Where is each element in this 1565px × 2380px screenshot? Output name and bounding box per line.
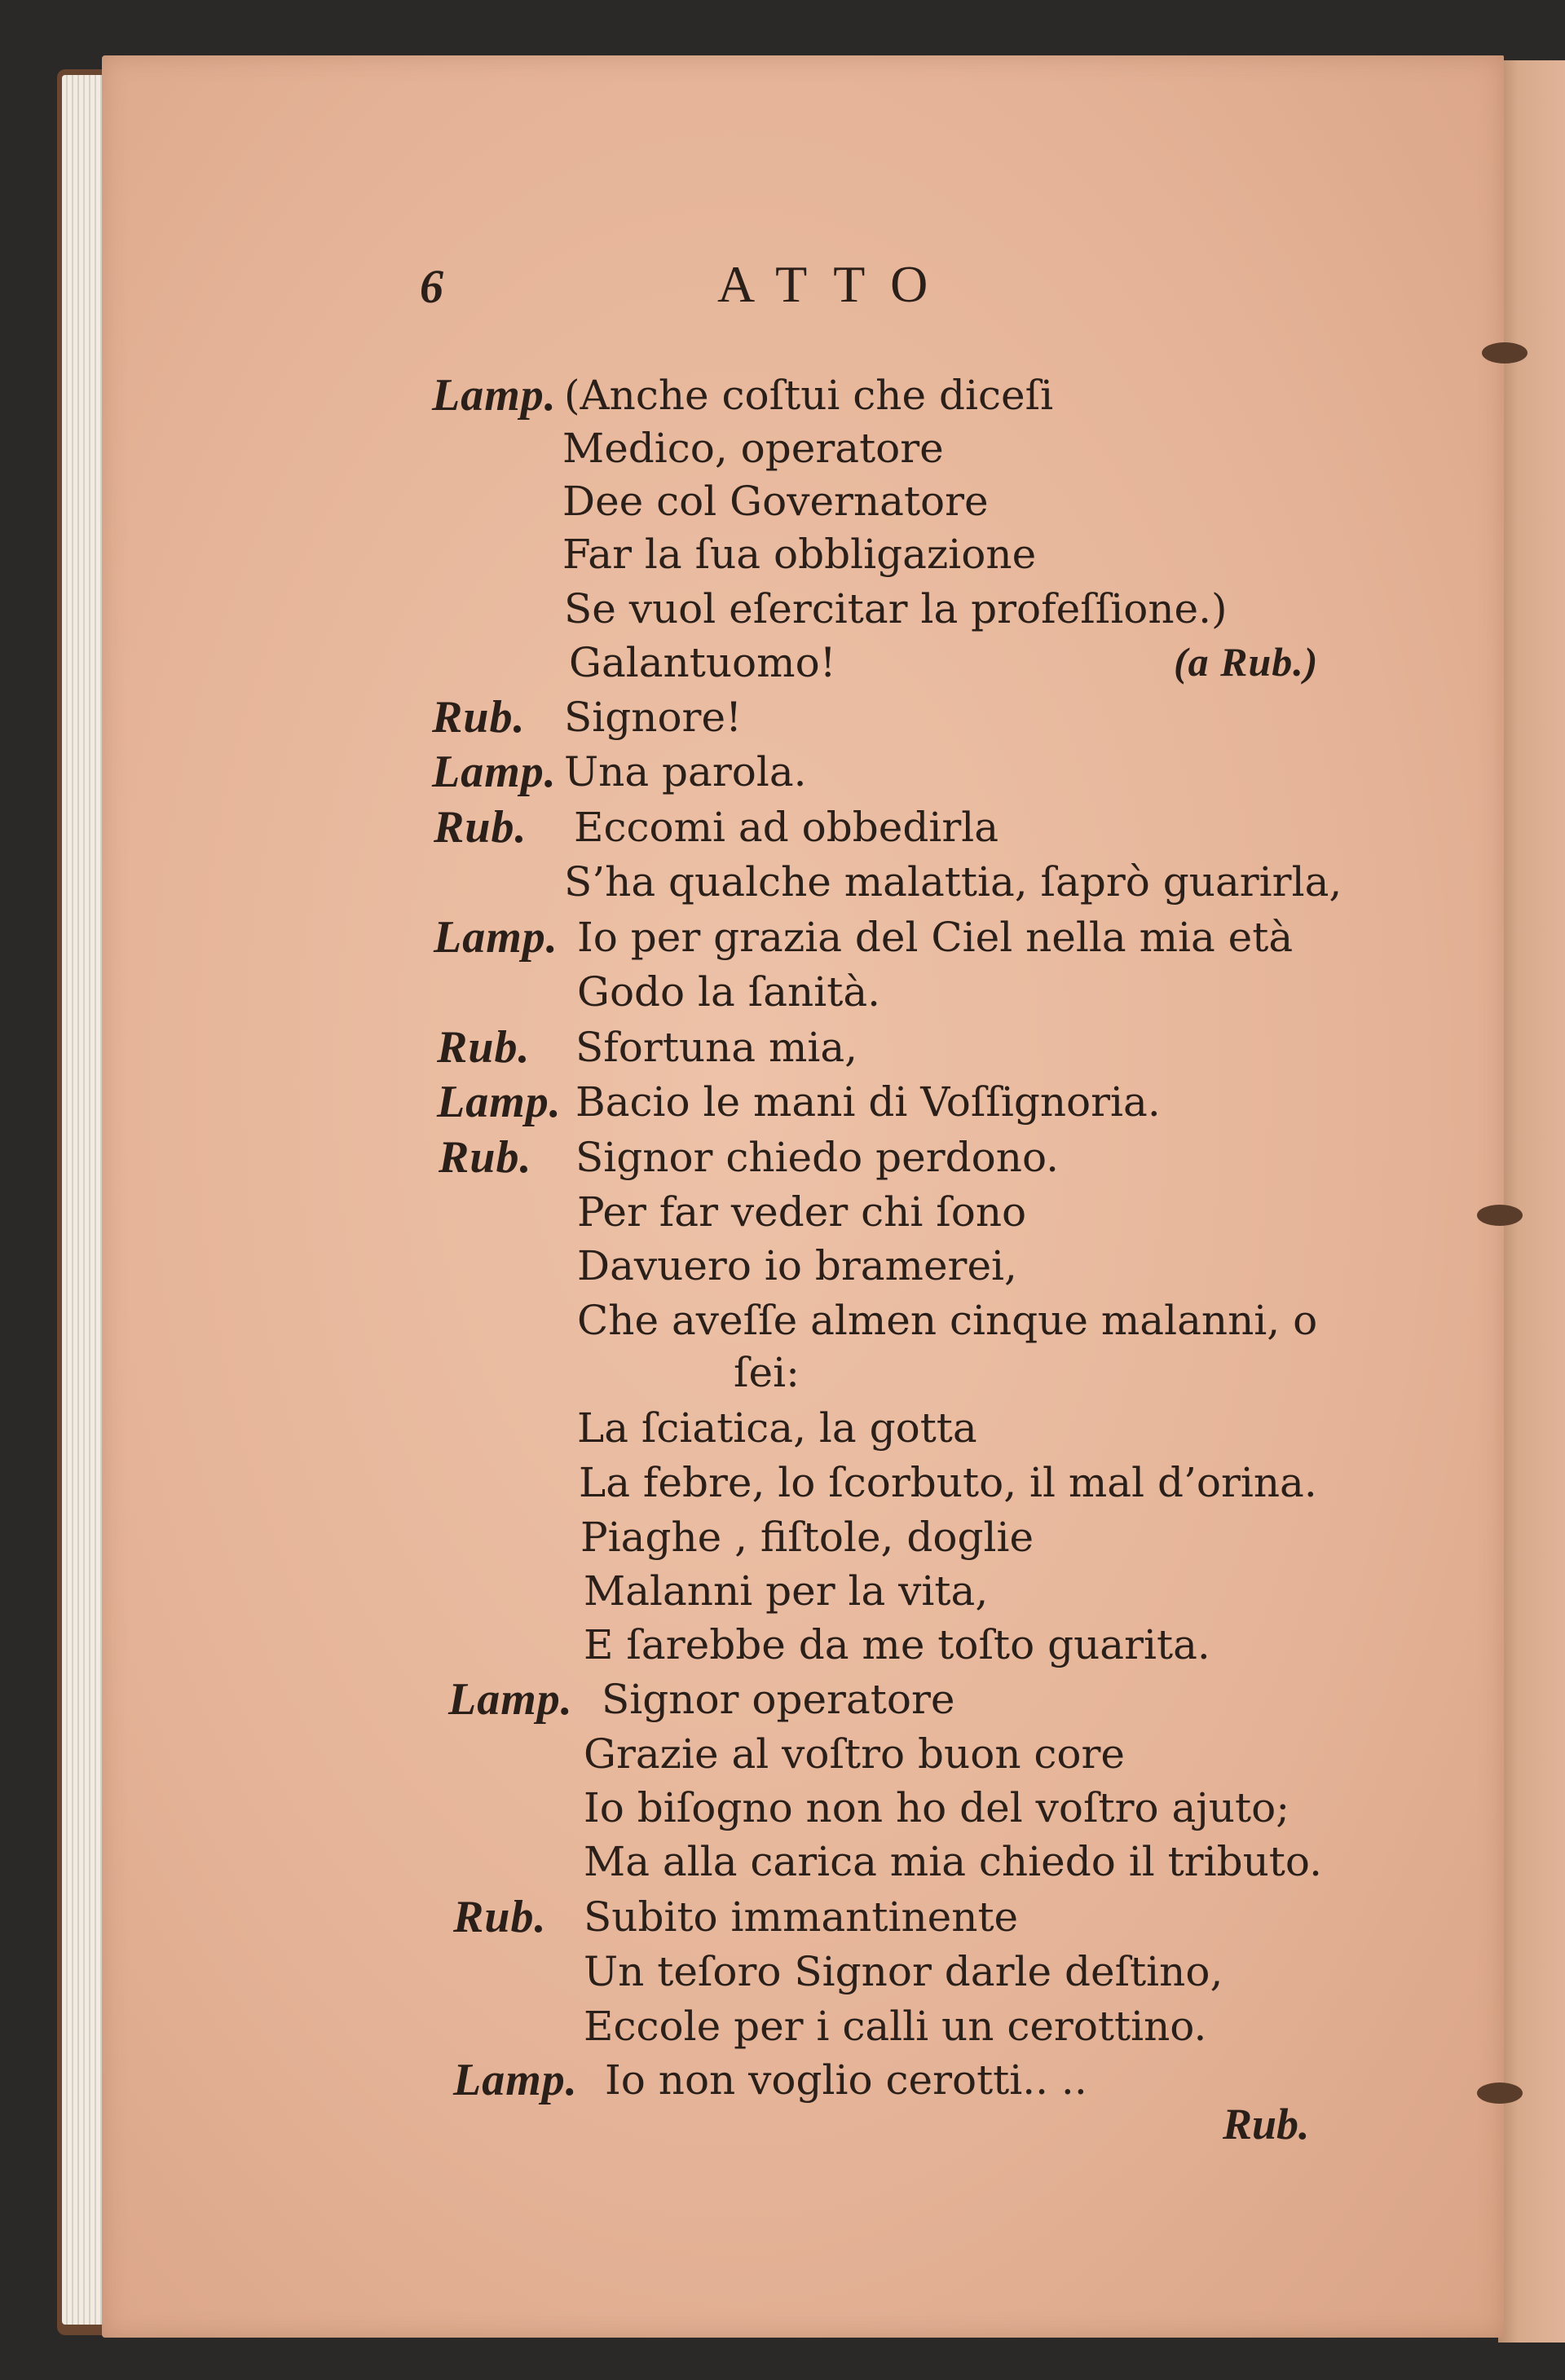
- verse-line: ſei:: [734, 1349, 800, 1396]
- verse-line: Subito immantinente: [584, 1893, 1019, 1941]
- speaker-label: Rub.: [434, 802, 527, 853]
- verse-line: Io per grazia del Ciel nella mia età: [577, 914, 1294, 961]
- speaker-label: Lamp.: [432, 747, 557, 797]
- verse-line: Io biſogno non ho del voſtro ajuto;: [584, 1784, 1290, 1831]
- verse-line: Grazie al voſtro buon core: [584, 1730, 1126, 1778]
- verse-line: Che aveſſe almen cinque malanni, o: [577, 1297, 1318, 1344]
- speaker-label: Lamp.: [437, 1077, 562, 1127]
- running-head: ATTO: [717, 255, 954, 313]
- speaker-label: Lamp.: [453, 2055, 578, 2105]
- verse-line: Bacio le mani di Voſſignoria.: [575, 1078, 1161, 1126]
- verse-line: E ſarebbe da me toſto guarita.: [584, 1621, 1210, 1668]
- verse-line: Se vuol eſercitar la profeſſione.): [564, 585, 1228, 632]
- speaker-label: Rub.: [439, 1132, 532, 1183]
- verse-line: Dee col Governatore: [562, 478, 989, 525]
- verse-line: Eccole per i calli un cerottino.: [584, 2003, 1207, 2050]
- catchword: Rub.: [1223, 2100, 1310, 2149]
- verse-line: Io non voglio cerotti.. ..: [605, 2056, 1087, 2104]
- stage-direction: (a Rub.): [1174, 639, 1319, 685]
- verse-line: Davuero io bramerei,: [577, 1242, 1017, 1289]
- verse-line: Piaghe , fiſtole, doglie: [580, 1514, 1034, 1561]
- verse-line: (Anche coſtui che diceſi: [564, 372, 1054, 419]
- verse-line: Un teſoro Signor darle deſtino,: [584, 1948, 1223, 1995]
- verse-line: Eccomi ad obbedirla: [574, 804, 999, 851]
- verse-line: Ma alla carica mia chiedo il tributo.: [584, 1838, 1322, 1885]
- verse-line: S’ha qualche malattia, ſaprò guarirla,: [564, 858, 1342, 906]
- verse-line: Per far veder chi ſono: [577, 1188, 1027, 1236]
- verse-line: Godo la ſanità.: [577, 968, 881, 1016]
- verse-line: Far la ſua obbligazione: [562, 531, 1037, 578]
- verse-line: Medico, operatore: [562, 425, 944, 472]
- verse-line: Signor operatore: [602, 1676, 955, 1723]
- verse-line: Una parola.: [564, 748, 807, 796]
- verse-line: Signor chiedo perdono.: [575, 1134, 1060, 1181]
- verse-line: Malanni per la vita,: [584, 1567, 989, 1615]
- speaker-label: Lamp.: [432, 370, 557, 421]
- speaker-label: Lamp.: [448, 1674, 573, 1725]
- verse-line: Signore!: [564, 694, 743, 741]
- speaker-label: Rub.: [453, 1892, 547, 1942]
- verse-line: La ſciatica, la gotta: [577, 1404, 977, 1452]
- page-number: 6: [420, 260, 443, 313]
- verse-line: Galantuomo!: [569, 639, 836, 686]
- speaker-label: Rub.: [432, 692, 526, 743]
- speaker-label: Lamp.: [434, 912, 558, 963]
- speaker-label: Rub.: [437, 1022, 531, 1073]
- verse-line: Sfortuna mia,: [575, 1024, 858, 1071]
- verse-line: La febre, lo ſcorbuto, il mal d’orina.: [579, 1459, 1317, 1506]
